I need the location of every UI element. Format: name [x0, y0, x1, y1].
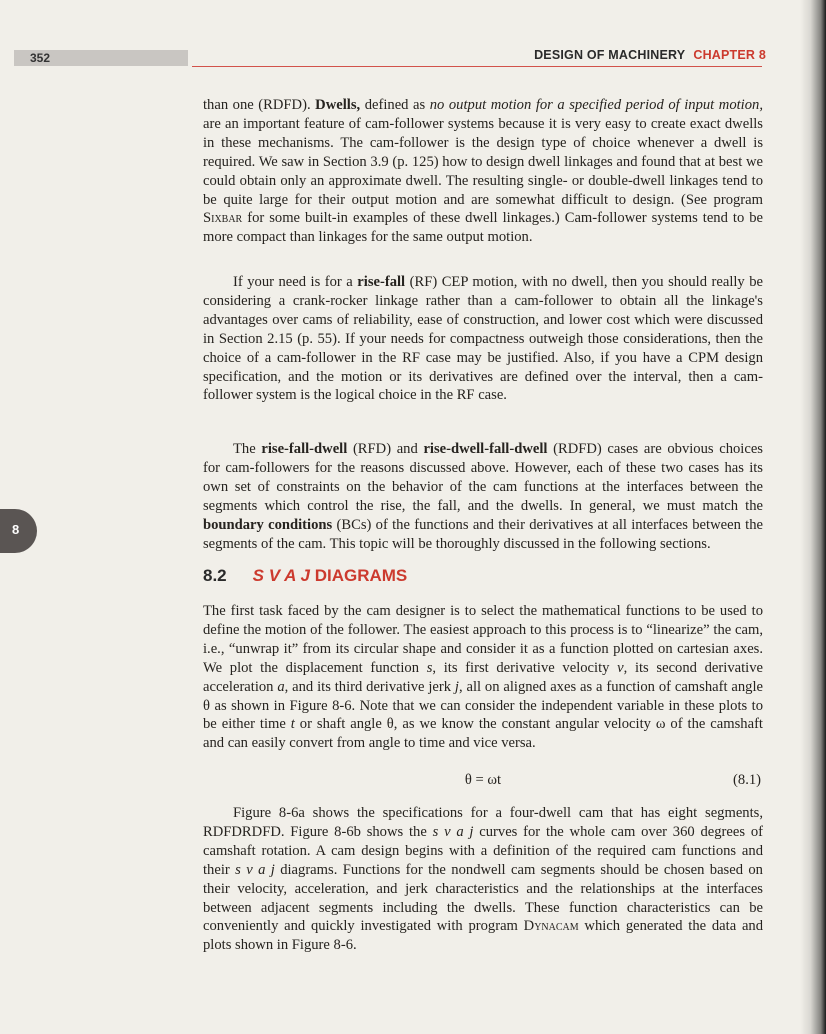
- paragraph-3: The rise-fall-dwell (RFD) and rise-dwell-fall-dwell (RDFD) cases are obvious choices for cam-followers for the reasons discussed above. However, each of these two cases has its own set of constraints on the behavior of the cam functions at the interfaces between the segments which control the rise, the fall, and the dwells. In general, we must match the boundary conditions (BCs) of the functions and their derivatives at all interfaces between the segments of the cam. This topic will be thoroughly discussed in the following sections.: [203, 441, 763, 552]
- running-head: [534, 48, 766, 62]
- page-number: 352: [30, 51, 51, 65]
- equation-number: (8.1): [733, 772, 761, 788]
- paragraph-2: If your need is for a rise-fall (RF) CEP motion, with no dwell, then you should really be considering a crank-rocker linkage rather than a cam-follower to obtain all the linkage's advantages over cams of reliability, ease of construction, and lower cost which were discussed in Section 2.15 (p. 55). If your needs for compactness outweigh those considerations, then the choice of a cam-follower in the RF case may be justified. Also, if you have a CPM design specification, and the motion or its derivatives are defined over the interval, then a cam-follower system is the logical choice in the RF case.: [203, 274, 764, 404]
- book-title: DESIGN OF MACHINERY: [534, 48, 686, 62]
- chapter-tab-number: 8: [12, 522, 20, 537]
- paragraph-5: Figure 8-6a shows the specifications for a four-dwell cam that has eight segments, RDFDRDFD. Figure 8-6b shows the s v a j curves for the whole cam over 360 degrees of camshaft rotation. A cam design begins with a definition of the required cam functions and their s v a j diagrams. Functions for the nondwell cam segments should be chosen based on their velocity, acceleration, and jerk characteristics and the relationships at the interfaces between adjacent segments including the dwells. These function characteristics can be conveniently and quickly investigated with program Dynacam which generated the data and plots shown in Figure 8-6.: [203, 805, 764, 954]
- page-edge-shadow: [800, 0, 826, 1034]
- section-heading: [203, 566, 407, 586]
- chapter-tab: [0, 509, 37, 553]
- equation-text: θ = ωt: [464, 772, 502, 788]
- paragraph-1: than one (RDFD). Dwells, defined as no output motion for a specified period of input motion, are an important feature of cam-follower systems because it is very easy to create exact dwells in these mechanisms. The cam-follower is the design type of choice whenever a dwell is required. We saw in Section 3.9 (p. 125) how to design dwell linkages and found that at best we could obtain only an approximate dwell. The resulting single- or double-dwell linkages tend to be quite large for their output motion and are somewhat difficult to design. (See program Sixbar for some built-in examples of these dwell linkages.) Cam-follower systems tend to be more compact than linkages for the same output motion.: [203, 97, 763, 246]
- chapter-label: CHAPTER 8: [693, 48, 766, 62]
- section-number: 8.2: [203, 566, 227, 585]
- header-rule: [192, 66, 762, 67]
- paragraph-4: The first task faced by the cam designer is to select the mathematical functions to be used to define the motion of the follower. The easiest approach to this process is to “linearize” the cam, i.e., “unwrap it” from its circular shape and consider it as a function plotted on cartesian axes. We plot the displacement function s, its first derivative velocity v, its second derivative acceleration a, and its third derivative jerk j, all on aligned axes as a function of camshaft angle θ as shown in Figure 8-6. Note that we can consider the independent variable in these plots to be either time t or shaft angle θ, as we know the constant angular velocity ω of the camshaft and can easily convert from angle to time and vice versa.: [203, 603, 763, 752]
- equation-8-1: [203, 772, 763, 791]
- section-title: S V A J DIAGRAMS: [252, 566, 408, 585]
